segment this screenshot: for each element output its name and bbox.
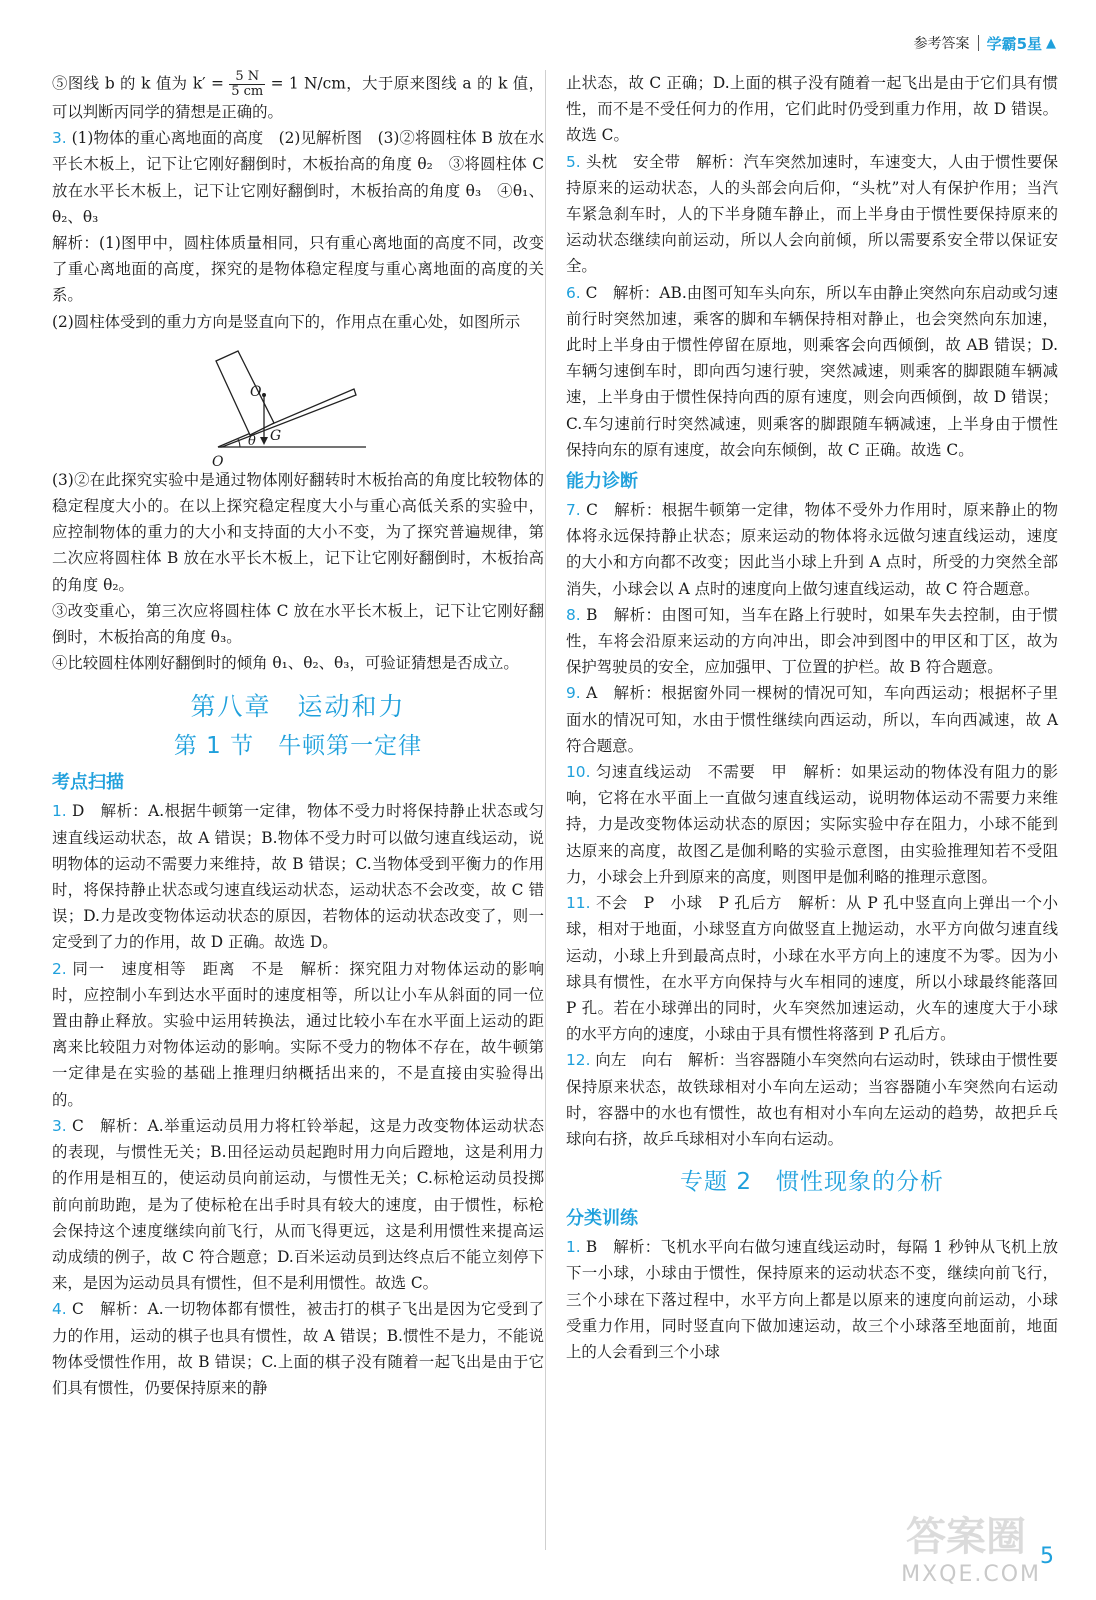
answer-item <box>566 497 1058 602</box>
item-number: 4. <box>52 1300 67 1319</box>
column-divider <box>545 70 546 1550</box>
item-number: 9. <box>566 684 581 703</box>
incline-diagram <box>52 335 544 467</box>
answer-item <box>52 1296 544 1401</box>
header-separator <box>978 35 979 51</box>
item-text: C 解析：AB.由图可知车头向东，所以车由静止突然向东启动或匀速前行时突然加速，乘客的脚和车辆保持相对静止，也会突然向东加速，此时上半身由于惯性停留在原地，则乘客会向西倾倒，故 AB 错误；D.车辆匀速倒车时，即向西匀速行驶，突然减速，则乘客的脚跟随车辆减速，上半身由于惯性保持向西的原有速度，则会向西倾倒，故 D 错误；C.车匀速前行时突然减速，则乘客的脚跟随车辆减速，上半身由于惯性保持向东的原有速度，故会向东倾倒，故 C 正确。故选 C。 <box>566 283 1058 459</box>
item-number: 6. <box>566 283 581 302</box>
item-text: 向左 向右 解析：当容器随小车突然向右运动时，铁球由于惯性要保持原来状态，故铁球相对小车向左运动；当容器随小车突然向右运动时，容器中的水也有惯性，故也有相对小车向左运动的趋势，故把乒乓球向右挤，故乒乓球相对小车向右运动。 <box>566 1051 1058 1148</box>
analysis-paragraph: (2)圆柱体受到的重力方向是竖直向下的，作用点在重心处，如图所示 <box>52 312 521 331</box>
page-header <box>914 30 1056 56</box>
subsection-heading: 分类训练 <box>566 1208 638 1230</box>
item-text: (1)物体的重心离地面的高度 (2)见解析图 (3)②将圆柱体 B 放在水平长木板上，记下让它刚好翻倒时，木板抬高的角度 θ₂ ③将圆柱体 C 放在水平长木板上，记下让它刚好翻倒时，木板抬高的角度 θ₃ ④θ₁、θ₂、θ₃ <box>52 129 544 226</box>
right-column <box>566 70 1058 1365</box>
answer-item <box>566 149 1058 280</box>
header-brand: 学霸5星 <box>986 34 1042 53</box>
item-number: 12. <box>566 1051 591 1070</box>
label-o-bottom: O <box>212 453 224 470</box>
chapter-title <box>52 690 544 724</box>
chapter-number: 第八章 <box>190 692 272 722</box>
subsection-heading: 考点扫描 <box>52 772 124 794</box>
item-text: C 解析：A.举重运动员用力将杠铃举起，这是力改变物体运动状态的表现，与惯性无关；B.田径运动员起跑时用力向后蹬地，这是利用力的作用是相互的，使运动员向前运动，与惯性无关；C.标枪运动员投掷前向前助跑，是为了使标枪在出手时具有较大的速度，由于惯性，标枪会保持这个速度继续向前飞行，从而飞得更远，这是利用惯性来提高运动成绩的例子，故 C 符合题意；D.百米运动员到达终点后不能立刻停下来，是因为运动员具有惯性，但不是利用惯性。故选 C。 <box>52 1116 544 1293</box>
item-text: C 解析：根据牛顿第一定律，物体不受外力作用时，原来静止的物体将永远保持静止状态；原来运动的物体将永远做匀速直线运动，速度的大小和方向都不改变；因此当小球上升到 A 点时，所受的力突然全部消失，小球会以 A 点时的速度向上做匀速直线运动，故 C 符合题意。 <box>566 501 1058 598</box>
answer-item <box>52 1113 544 1296</box>
left-column <box>52 70 544 1401</box>
section-title: 第 1 节 牛顿第一定律 <box>173 733 423 760</box>
label-g: G <box>270 427 282 444</box>
label-theta: θ <box>248 433 256 449</box>
fraction <box>229 70 265 99</box>
watermark-logo: 答案圈 <box>906 1514 1026 1560</box>
label-o-top: O <box>250 383 262 400</box>
answer-item <box>52 956 544 1113</box>
cylinder-block <box>216 351 274 435</box>
answer-item <box>566 759 1058 890</box>
item-text: D 解析：A.根据牛顿第一定律，物体不受力时将保持静止状态或匀速直线运动状态，故 A 错误；B.物体不受力时可以做匀速直线运动，说明物体的运动不需要力来维持，故 B 错误；C.当物体受到平衡力的作用时，将保持静止状态或匀速直线运动状态，运动状态不会改变，故 C 错误；D.力是改变物体运动状态的原因，若物体的运动状态改变了，则一定受到了力的作用，故 D 正确。故选 D。 <box>52 802 544 952</box>
answer-item <box>52 798 544 955</box>
center-of-gravity-dot <box>262 393 266 397</box>
subsection-heading: 能力诊断 <box>566 471 638 493</box>
answer-item <box>52 125 544 230</box>
gravity-arrowhead <box>260 437 268 445</box>
fraction-denominator: 5 cm <box>231 84 264 99</box>
answer-paragraph <box>52 70 544 125</box>
header-label: 参考答案 <box>913 36 970 52</box>
page-number: 5 <box>1040 1544 1054 1569</box>
item-number: 2. <box>52 959 67 978</box>
item-number: 10. <box>566 763 591 782</box>
answer-item <box>566 280 1058 463</box>
item-number: 5. <box>566 152 581 171</box>
item-number: 1. <box>566 1238 581 1257</box>
item-text: 同一 速度相等 距离 不是 解析：探究阻力对物体运动的影响时，应控制小车到达水平面时的速度相等，所以让小车从斜面的同一位置由静止释放。实验中运用转换法，通过比较小车在水平面上运动的距离来比较阻力对物体运动的影响。实际不受力的物体不存在，故牛顿第一定律是在实验的基础上推理归纳概括出来的，不是直接由实验得出的。 <box>52 959 544 1109</box>
analysis-paragraph: 解析：(1)图甲中，圆柱体质量相同，只有重心离地面的高度不同，改变了重心离地面的高度，探究的是物体稳定程度与重心离地面的高度的关系。 <box>52 234 544 305</box>
text-span: = 1 N/cm，大于原来图线 a 的 k 值，可以判断丙同学的猜想是正确的。 <box>52 74 544 121</box>
chapter-name: 运动和力 <box>297 692 406 722</box>
item-text: B 解析：由图可知，当车在路上行驶时，如果车失去控制，由于惯性，车将会沿原来运动的方向冲出，即会冲到图中的甲区和丁区，故为保护驾驶员的安全，应加强甲、丁位置的护栏。故 B 符合题意。 <box>566 605 1058 677</box>
analysis-paragraph: (3)②在此探究实验中是通过物体刚好翻转时木板抬高的角度比较物体的稳定程度大小的。在以上探究稳定程度大小与重心高低关系的实验中，应控制物体的重力的大小和支持面的大小不变，为了探究普遍规律，第二次应将圆柱体 B 放在水平长木板上，记下让它刚好翻倒时，木板抬高的角度 θ₂。 <box>52 470 544 594</box>
analysis-paragraph: ③改变重心，第三次应将圆柱体 C 放在水平长木板上，记下让它刚好翻倒时，木板抬高的角度 θ₃。 <box>52 601 544 647</box>
continued-paragraph: 止状态，故 C 正确；D.上面的棋子没有随着一起飞出是由于它们具有惯性，而不是不受任何力的作用，它们此时仍受到重力作用，故 D 错误。故选 C。 <box>566 74 1058 145</box>
text-span: ⑤图线 b 的 k 值为 k′ = <box>52 74 224 93</box>
item-text: 头枕 安全带 解析：汽车突然加速时，车速变大，人由于惯性要保持原来的运动状态，人的头部会向后仰，“头枕”对人有保护作用；当汽车紧急刹车时，人的下半身随车静止，而上半身由于惯性要保持原来的运动状态继续向前运动，所以人会向前倾，所以需要系安全带以保证安全。 <box>566 152 1058 276</box>
item-text: 不会 P 小球 P 孔后方 解析：从 P 孔中竖直向上弹出一个小球，相对于地面，小球竖直方向做竖直上抛运动，水平方向做匀速直线运动，小球上升到最高点时，小球在水平方向上的速度不为零。因为小球具有惯性，在水平方向保持与火车相同的速度，所以小球最终能落回 P 孔。若在小球弹出的同时，火车突然加速运动，火车的速度大于小球的水平方向的速度，小球由于具有惯性将落到 P 孔后方。 <box>566 894 1058 1044</box>
watermark-url: MXQE.COM <box>901 1562 1041 1587</box>
brand-logo-icon: ▲ <box>1046 35 1056 51</box>
item-number: 1. <box>52 802 67 821</box>
answer-item <box>566 602 1058 681</box>
item-text: 匀速直线运动 不需要 甲 解析：如果运动的物体没有阻力的影响，它将在水平面上一直做匀速直线运动，说明物体运动不需要力来维持，力是改变物体运动状态的原因；实际实验中存在阻力，小球不能到达原来的高度，故图乙是伽利略的实验示意图，由实验推理知若不受阻力，小球会上升到原来的高度，则图甲是伽利略的推理示意图。 <box>566 763 1058 886</box>
item-number: 8. <box>566 605 581 624</box>
gravity-figure <box>52 335 544 470</box>
answer-item <box>566 1234 1058 1365</box>
item-number: 7. <box>566 501 581 520</box>
analysis-paragraph: ④比较圆柱体刚好翻倒时的倾角 θ₁、θ₂、θ₃，可验证猜想是否成立。 <box>52 654 519 673</box>
item-text: C 解析：A.一切物体都有惯性，被击打的棋子飞出是因为它受到了力的作用，运动的棋子也具有惯性，故 A 错误；B.惯性不是力，不能说物体受惯性作用，故 B 错误；C.上面的棋子没有随着一起飞出是由于它们具有惯性，仍要保持原来的静 <box>52 1300 544 1397</box>
item-text: B 解析：飞机水平向右做匀速直线运动时，每隔 1 秒钟从飞机上放下一小球，小球由于惯性，保持原来的运动状态不变，继续向前飞行，三个小球在下落过程中，水平方向上都是以原来的速度向前运动，小球受重力作用，同时竖直向下做加速运动，故三个小球落至地面前，地面上的人会看到三个小球 <box>566 1238 1058 1361</box>
item-number: 11. <box>566 894 591 913</box>
topic-title: 专题 2 惯性现象的分析 <box>680 1169 944 1196</box>
fraction-numerator: 5 N <box>229 70 265 85</box>
item-text: A 解析：根据窗外同一棵树的情况可知，车向西运动；根据杯子里面水的情况可知，水由于惯性继续向西运动，所以，车向西减速，故 A 符合题意。 <box>566 684 1058 755</box>
item-number: 3. <box>52 129 67 148</box>
answer-item <box>566 1047 1058 1152</box>
answer-item <box>566 890 1058 1047</box>
item-number: 3. <box>52 1116 67 1135</box>
answer-item <box>566 680 1058 759</box>
